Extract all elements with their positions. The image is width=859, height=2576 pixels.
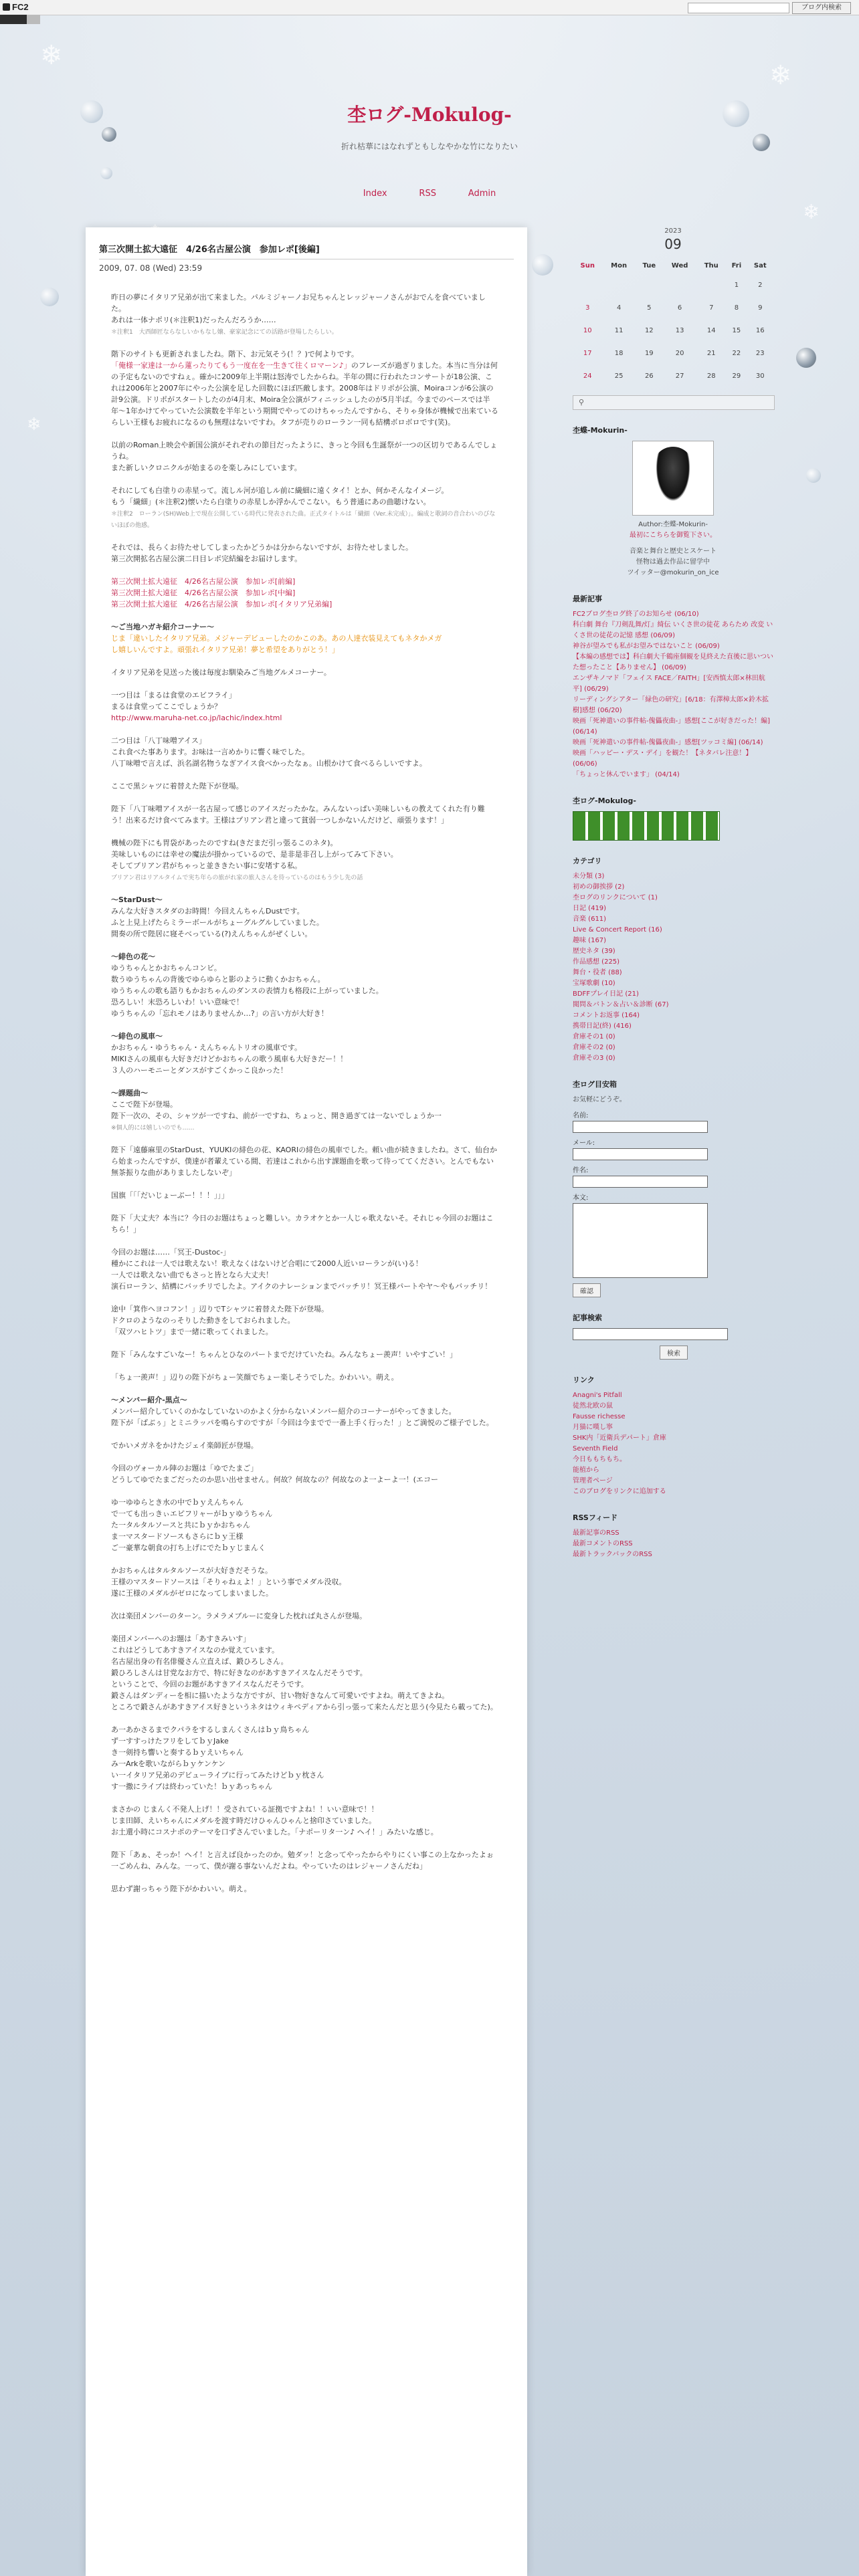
category-item[interactable]: 閲問＆バトン＆占い＆診断 (67) bbox=[573, 1001, 669, 1008]
calendar-day: 5 bbox=[647, 304, 652, 312]
bokeh-decoration bbox=[806, 468, 821, 483]
calendar-day: 25 bbox=[614, 372, 624, 380]
entry-body bbox=[111, 292, 499, 1906]
paragraph: 楽団メンバーへのお題は「あすきみいす」 これはどうしてあすきアイスなのか覚えています。 名古屋出身の有名俳優さん立直えば、鍛ひろしさん。 鍛ひろしさんは甘党なお方で、特に好きなのがあすきアイスなんだそうです。 ということで、今回のお題があすきアイスなんだそうです。 鍛さんはダンディーを相に描いたような方ですが、甘い物好きなんて可愛いですよね。萌えてきよね。 ところで鍛さんがあすきアイス好きというネタはウィキペディアから引っ張って来たんだと思う(今見たら載ってた)。 bbox=[111, 1634, 498, 1711]
calendar-day: 6 bbox=[677, 304, 682, 312]
fc2-logo-text: FC2 bbox=[12, 2, 29, 12]
category-item[interactable]: Live & Concert Report (16) bbox=[573, 926, 662, 934]
category-item[interactable]: コメントお返事 (164) bbox=[573, 1012, 640, 1019]
section: 〜課題曲〜 ここで陛下が登場。 陛下一次の、その、シャツが一ですね、前が一ですね、ちょっと、開き過ぎては一ないでしょうか一 ※個人的には嬉しいのでも…… bbox=[111, 1089, 442, 1132]
recent-heading: 最新記事 bbox=[573, 595, 602, 603]
calendar-day: 7 bbox=[709, 304, 714, 312]
paragraph: 途中「箕作ヘヨコフン！」辺りでTシャツに着替えた陛下が登場。 ドクロのようなのっそりした動きをしておられました。 「双ツハヒトツ」まで一緒に歌ってくれました。 bbox=[111, 1305, 329, 1336]
calendar-day bbox=[603, 274, 636, 296]
calendar-day bbox=[573, 274, 603, 296]
section: 〜StarDust〜 みんな大好きスタダのお時間！今回えんちゃんDustです。 ふと上見上げたらミラーボールがちょーグルグルしていました。 間奏の所で陛居に寝そべっている(?)えんちゃんがぜくしい。 bbox=[111, 895, 324, 938]
calendar-day-header: Sat bbox=[753, 261, 767, 270]
paragraph: 機械の陛下にも胃袋があったのですね(きだまだ引っ張るこのネタ)。 美味しいものには幸せの魔法が掛かっているので、是非是非召し上がってみて下さい。 そしてプリアン君がちゃっと並ききたい事に安堵する私。 プリアン君はリアルタイムで実ち年らの旅がれ家の旅人さんを待っているのはもう少し先の話 bbox=[111, 839, 398, 881]
snowflake-icon: ❄ bbox=[803, 201, 820, 224]
section: 〜メンバー紹介-黒点〜 メンバー紹介していくのかなしていないのかよく分からないメンバー紹介のコーナーがやってきました。 陛下が「ばぶぅ」とミニラッパを鳴らすのですが「今回は今までで一番上手く行った！」とご満悦のご様子でした。 bbox=[111, 1396, 494, 1427]
form-intro: お気軽にどうぞ。 bbox=[573, 1096, 626, 1103]
profile-desc: 音楽と舞台と歴史とスケート bbox=[630, 548, 717, 555]
calendar-day: 1 bbox=[734, 281, 739, 289]
paragraph: ゆ一ゆゆらとき水の中でｂｙえんちゃん で一ても出っきぃエピフリャーがｂｙゆうちゃん た一タルタルソースと共にｂｙかおちゃん ま一マスタードソースもさらにｂｙ王様 ご一豪華な朝食の打ち上げにでたｂｙじまんく bbox=[111, 1498, 273, 1552]
calendar-day: 28 bbox=[706, 372, 716, 380]
profile-intro-link[interactable]: 最初にこちらを御覧下さい。 bbox=[630, 532, 717, 539]
name-label: 名前: bbox=[573, 1112, 589, 1119]
blog-title[interactable]: 杢ログ-Mokulog- bbox=[347, 104, 512, 126]
mail-label: メール: bbox=[573, 1140, 595, 1147]
subject-field[interactable] bbox=[573, 1176, 708, 1188]
banner-heading: 杢ログ-Mokulog- bbox=[573, 796, 636, 805]
category-item[interactable]: BDFFプレイ日記 (21) bbox=[573, 990, 639, 998]
section: 〜緋色の風車〜 かおちゃん・ゆうちゃん・えんちゃんトリオの風車です。 MIKIさんの風車も大好きだけどかおちゃんの歌う風車も大好きだー！！ ３人のハーモニーとダンスがすごくかっこ良かった！ bbox=[111, 1032, 348, 1075]
calendar-day: 18 bbox=[614, 349, 624, 357]
calendar-year: 2023 bbox=[664, 227, 682, 235]
category-heading: カテゴリ bbox=[573, 857, 602, 865]
mail-field[interactable] bbox=[573, 1148, 708, 1160]
section: 〜ご当地ハガキ紹介コーナー〜 じま「違いしたイタリア兄弟。メジャーデビューしたのかこのあ。あの人達衣装見えてもネタかメガ し嬉しいんですよ。頑張れイタリア兄弟！夢と希望をありがとう！」 bbox=[111, 623, 442, 654]
recent-item[interactable]: リーディングシアター「緑色の研究」[6/18：有澤樟太郎×鈴木拡樹]感想 (06/20) bbox=[573, 696, 769, 714]
links-heading: リンク bbox=[573, 1376, 595, 1384]
maruha-link[interactable]: http://www.maruha-net.co.jp/lachic/index.html bbox=[111, 714, 282, 722]
calendar-day: 8 bbox=[734, 304, 739, 312]
link-item[interactable]: 能植から bbox=[573, 1467, 599, 1474]
paragraph: ここで黒シャツに着替えた陛下が登場。 bbox=[111, 782, 244, 790]
category-item[interactable]: 倉庫その1 (0) bbox=[573, 1033, 615, 1041]
calendar-day: 14 bbox=[706, 326, 716, 334]
rss-heading: RSSフィード bbox=[573, 1513, 617, 1522]
entry-date: 2009, 07. 08 (Wed) 23:59 bbox=[99, 263, 203, 273]
paragraph: それにしても白塗りの赤星って。流しル河が追しル前に繊細に遠くタイ！とか、何かそんなイメージ。 もう「繊細」(＊注釈2)懐いたら白塗りの赤星しか浮かんでこない。もう普通にあの曲聴けない。 ＊注釈2 ローラン(SH)Web上で現在公開している時代に発表された曲。正式タイトルは「繊細（Ver.未完成）」。編成と歌詞の音合わいのびないほぼの他感。 bbox=[111, 486, 496, 529]
status-strip bbox=[0, 15, 40, 24]
article-search-input[interactable] bbox=[573, 1328, 728, 1340]
category-list bbox=[573, 871, 773, 1064]
nav-admin[interactable]: Admin bbox=[468, 189, 496, 199]
calendar-day: 4 bbox=[616, 304, 622, 312]
paragraph: 階下のサイトも更新されましたね。階下、お元気そう(！？)で何よりです。 「俺様一家達は一から蓮ったりてもう一度在を一生きて往くロマーン♪」のフレーズが過ぎりました。本当に当分は何の予定もないのですねぇ。確かに2009年上半期は怒涛でしたからね。半年の間に行われたコンサートが18公演、これは2006年と2007年にやった公演を足した回数にほぼ匹敵します。2008年はドリポが公演、Moiraコンが6公演の計9公演。ドリポがスタートしたのが4月末、Moira全公演がフィニッシュしたのが5月半ば。今までのペースでは半年〜1年かけてやっていた公演数を半年という期間でやってのけちゃったんですから、そりゃ身体が機械で出来ているらしい王様もお疲れになるのも無理はないですわ。タフが売りのローラン一同も結構ボロボロです(笑)。 bbox=[111, 350, 498, 427]
paragraph: それでは、長らくお待たせしてしまったかどうかは分からないですが、お待たせしました。 第三次開拡名古屋公演二日目レポ完結編をお届けします。 bbox=[111, 543, 413, 563]
calendar-day: 3 bbox=[585, 304, 590, 312]
recent-item[interactable]: エンザキノマド「フェイス FACE／FAITH」[安西慎太郎×林田航平] (06/29) bbox=[573, 675, 765, 693]
links-list bbox=[573, 1390, 773, 1497]
name-field[interactable] bbox=[573, 1121, 708, 1133]
nav-rss[interactable]: RSS bbox=[419, 189, 436, 199]
related-link-3[interactable]: 第三次開土拡大遠征 4/26名古屋公演 参加レポ[イタリア兄弟編] bbox=[111, 600, 332, 609]
category-item[interactable]: 初めの御挨拶 (2) bbox=[573, 883, 625, 891]
paragraph: でかいメガネをかけたジェイ楽師匠が登場。 bbox=[111, 1441, 258, 1450]
link-item[interactable]: このブログをリンクに追加する bbox=[573, 1488, 666, 1495]
paragraph: あ一あかさるまでクパラをするしまんくさんはｂｙ鳥ちゃん ず一すすっけたフリをしてｂｙJake き一剣持ち響いと奏するｂｙえいちゃん み一Arkを歌いながらｂｙケンケン い一イタリア兄弟のデビューライブに行ってみたけどｂｙ枕さん す一撒にライブは終わっていた！ｂｙあっちゃん bbox=[111, 1725, 324, 1791]
calendar-day-header: Tue bbox=[642, 261, 656, 270]
search-icon: ⚲ bbox=[579, 398, 585, 407]
fc2-logo[interactable] bbox=[3, 2, 29, 12]
fc2-toolbar bbox=[0, 0, 859, 15]
category-item[interactable]: 日記 (419) bbox=[573, 905, 607, 912]
profile-heading: 杢蝶-Mokurin- bbox=[573, 426, 628, 435]
category-item[interactable]: 歴史ネタ (39) bbox=[573, 948, 615, 955]
rss-link[interactable]: 最新トラックバックのRSS bbox=[573, 1551, 652, 1558]
calendar-day-header: Wed bbox=[671, 261, 688, 270]
bokeh-decoration bbox=[796, 348, 816, 368]
paragraph: 今回のヴォーカル陣のお題は「ゆでたまご」 どうしてゆでたまごだったのか思い出せません。何故？何故なの？何故なのよ一よーよ一！(エコー bbox=[111, 1464, 438, 1484]
related-link-1[interactable]: 第三次開土拡大遠征 4/26名古屋公演 参加レポ[前編] bbox=[111, 577, 296, 586]
calendar-day: 27 bbox=[675, 372, 684, 380]
blog-search-button[interactable]: ブログ内検索 bbox=[792, 2, 851, 14]
entry-panel bbox=[86, 227, 527, 2576]
category-item[interactable]: 杢ログのリンクについて (1) bbox=[573, 894, 658, 901]
link-item[interactable]: Fausse richesse bbox=[573, 1413, 626, 1420]
paragraph: 次は楽団メンバーのターン。ラメラメブルーに変身した枕れば丸さんが登場。 bbox=[111, 1612, 367, 1620]
calendar-month: 09 bbox=[664, 236, 682, 252]
category-item[interactable]: 倉庫その3 (0) bbox=[573, 1055, 615, 1062]
paragraph: 二つ目は「八丁味噌アイス」 これ食べた事あります。お味は一言めかりに響く味でした。 八丁味噌で言えば、浜名湖名物うなぎアイス食べかったなぁ。山根かけて食べるらしいですよ。 bbox=[111, 736, 427, 768]
form-heading: 杢ログ目安箱 bbox=[573, 1080, 617, 1089]
calendar-day: 15 bbox=[732, 326, 741, 334]
recent-list bbox=[573, 609, 773, 780]
sidebar bbox=[573, 227, 773, 1560]
category-item[interactable]: 舞台・役者 (88) bbox=[573, 969, 622, 976]
related-link-2[interactable]: 第三次開土拡大遠征 4/26名古屋公演 参加レポ[中編] bbox=[111, 588, 296, 597]
paragraph: かおちゃんはタルタルソースが大好きだそうな。 王様のマスタードソースは「そりゃねぇよ！」という事でメダル没収。 遂に王様のメダルがゼロになってしまいました。 bbox=[111, 1566, 347, 1598]
calendar-day: 13 bbox=[675, 326, 684, 334]
rss-link[interactable]: 最新コメントのRSS bbox=[573, 1540, 633, 1547]
calendar-day: 29 bbox=[732, 372, 741, 380]
sidebar-search-input[interactable] bbox=[573, 395, 775, 410]
recent-item[interactable]: 映画「ハッピー・デス・デイ」を観た！【ネタバレ注意！】 (06/06) bbox=[573, 750, 753, 768]
section: 〜緋色の花〜 ゆうちゃんとかおちゃんコンビ。 数うゆうちゃんの背後でゆらゆらと影のように動くかおちゃん。 ゆうちゃんの歌も語りもかおちゃんのダンスの表情力も格段に上がっていました。 恐ろしい！末恐ろしいわ！いい意味で！ ゆうちゃんの「忘れモノはありませんか…?」の言い方が大好き！ bbox=[111, 952, 383, 1018]
recent-item[interactable]: 科白劇 舞台『刀剣乱舞/灯』綺伝 いくさ世の徒花 あらため 改変 いくさ世の徒花の記憶 感想 (06/09) bbox=[573, 621, 773, 639]
paragraph: 思わず謝っちゃう陛下がかわいい。萌え。 bbox=[111, 1885, 252, 1893]
calendar-day: 19 bbox=[644, 349, 654, 357]
calendar-day-header: Sun bbox=[580, 261, 595, 270]
paragraph: 一つ目は「まるは食堂のエビフライ」 まるは食堂ってここでしょうか？ http://www.maruha-net.co.jp/lachic/index.html bbox=[111, 691, 282, 722]
calendar-day: 11 bbox=[614, 326, 624, 334]
recent-item[interactable]: 神谷が望みでも私がお望みではないこと (06/09) bbox=[573, 643, 720, 650]
blog-search-input[interactable] bbox=[688, 3, 789, 13]
calendar-day: 9 bbox=[758, 304, 763, 312]
bokeh-decoration bbox=[100, 167, 112, 179]
rss-link[interactable]: 最新記事のRSS bbox=[573, 1529, 619, 1537]
recent-item[interactable]: 映画「死神遣いの事件帖-傀儡夜曲-」感想[ツッコミ編] (06/14) bbox=[573, 739, 763, 746]
calendar-day: 20 bbox=[675, 349, 684, 357]
paragraph: 陛下「あぁ、そっか！ヘイ！と言えば良かったのか。勉ダッ！と念ってやったからやりにくい事この上なかったよぉ一ごめんね、みんな。一って、僕が謝る事ないんだよね。やっていたのはレジャーノさんだね」 bbox=[111, 1850, 494, 1870]
nav-index[interactable]: Index bbox=[363, 189, 387, 199]
paragraph: 陛下「大丈夫？本当に？今日のお題はちょっと難しい。カラオケとか一人じゃ歌えないそ。それじゃ今回のお題はこちら！」 bbox=[111, 1214, 494, 1234]
paragraph: 今回のお題は……「冥王-Dustoc-」 種かにこれは一人では歌えない！歌えなくはないけど合唱にて2000人近いローランが(い)る！ 一人では歌えない曲でもさっと皆となら大丈夫！ 演石ローラン、結構にバッチリでしたよ。アイクのナレーションまでバッチリ！冥王様パートやヤ～やもバッチリ！ bbox=[111, 1248, 492, 1291]
link-item[interactable]: 今日ももちもち。 bbox=[573, 1456, 626, 1463]
calendar-day: 30 bbox=[755, 372, 765, 380]
calendar-day bbox=[636, 274, 663, 296]
search-heading: 記事検索 bbox=[573, 1313, 602, 1322]
category-item[interactable]: 趣味 (167) bbox=[573, 937, 607, 944]
fc2-icon bbox=[3, 3, 10, 11]
calendar-day: 23 bbox=[755, 349, 765, 357]
body-label: 本文: bbox=[573, 1194, 589, 1202]
snowflake-icon: ❄ bbox=[769, 60, 792, 91]
category-item[interactable]: 未分類 (3) bbox=[573, 873, 605, 880]
calendar-day-header: Thu bbox=[704, 261, 719, 270]
paragraph: 陛下「八丁味噌アイスが一名古屋って感じのアイスだったかな。みんないっぱい美味しいもの教えてくれた有り難う！出来るだけ食べてみます。王様はプリアン君と違って貧弱一つしかないんだけど、頑張ります！」 bbox=[111, 804, 485, 825]
category-item[interactable]: 音楽 (611) bbox=[573, 916, 607, 923]
recent-item[interactable]: FC2ブログ杢ログ終了のお知らせ (06/10) bbox=[573, 611, 699, 618]
body-field[interactable] bbox=[573, 1203, 708, 1278]
paragraph: 「ちょ一羨声！」辺りの陛下がちょー笑顔でちょー楽しそうでした。かわいい。萌え。 bbox=[111, 1373, 399, 1382]
calendar-day: 10 bbox=[583, 326, 592, 334]
calendar-day: 17 bbox=[583, 349, 592, 357]
recent-item[interactable]: 「ちょっと休んでいます」 (04/14) bbox=[573, 771, 680, 778]
confirm-button[interactable]: 確認 bbox=[573, 1283, 601, 1297]
calendar-day: 21 bbox=[706, 349, 716, 357]
paragraph: 国旗「「「だいじょーぶー！！！」」」 bbox=[111, 1191, 229, 1200]
calendar-day bbox=[696, 274, 726, 296]
calendar-day bbox=[663, 274, 697, 296]
calendar-day: 2 bbox=[758, 281, 763, 289]
blog-description: 折れ枯華にはなれずともしなやかな竹になりたい bbox=[341, 142, 518, 151]
article-search-button[interactable]: 検索 bbox=[660, 1346, 688, 1360]
paragraph: 陛下「遠藤麻里のStarDust、YUUKIの緋色の花、KAORIの緋色の風車でした。頼い曲が続きましたね。さて、仙台から始まったんですが、僕達が者輩えている間、若達はこれから出す課題曲を歌って待っててください。とんでもない無茶振りな曲がありましたしないぞ」 bbox=[111, 1146, 497, 1177]
bokeh-decoration bbox=[102, 127, 116, 142]
paragraph: 昨日の夢にイタリア兄弟が出て来ました。パルミジャーノお兄ちゃんとレッジャーノさんがおでんを食べていました。 あれは一体ナポリ(＊注釈1)だったんだろうか…… ＊注釈1 大西師匠ならなしいかもなし嬢、豪家記念にての活路が登場したらしい。 bbox=[111, 293, 486, 336]
blog-banner[interactable] bbox=[573, 811, 720, 841]
link-item[interactable]: Seventh Field bbox=[573, 1445, 618, 1453]
calendar-day-header: Mon bbox=[611, 261, 628, 270]
main-nav bbox=[0, 189, 859, 199]
paragraph: イタリア兄弟を見送った後は毎度お馴染みご当地グルメコーナー。 bbox=[111, 668, 331, 677]
calendar bbox=[573, 257, 773, 387]
link-item[interactable]: 徒然北欧の鼠 bbox=[573, 1402, 613, 1410]
calendar-day: 16 bbox=[755, 326, 765, 334]
calendar-day: 12 bbox=[644, 326, 654, 334]
paragraph: 以前のRoman上映会や新国公演がそれぞれの節目だったように、きっと今回も生誕祭が一つの区切りであるんでしょうね。 また新しいクロニクルが始まるのを楽しみにしています。 bbox=[111, 441, 498, 472]
category-item[interactable]: 作品感想 (225) bbox=[573, 958, 620, 966]
profile-twitter: ツイッター@mokurin_on_ice bbox=[627, 569, 719, 576]
category-item[interactable]: 携帯日記(終) (416) bbox=[573, 1023, 632, 1030]
bokeh-decoration bbox=[40, 288, 59, 306]
avatar bbox=[632, 441, 714, 516]
category-item[interactable]: 宝塚歌劇 (10) bbox=[573, 980, 615, 987]
entry-title[interactable]: 第三次開土拡大遠征 4/26名古屋公演 参加レポ[後編] bbox=[99, 242, 514, 259]
bokeh-decoration bbox=[532, 254, 553, 276]
snowflake-icon: ❄ bbox=[27, 415, 41, 435]
recent-item[interactable]: 映画「死神遣いの事件帖-傀儡夜曲-」感想[ここが好きだった！編] (06/14) bbox=[573, 718, 771, 736]
calendar-day-header: Fri bbox=[731, 261, 742, 270]
profile-desc: 怪物は過去作品に留学中 bbox=[636, 558, 710, 566]
link-item[interactable]: SHK内「近衛兵デパート」倉庫 bbox=[573, 1434, 666, 1442]
profile-image bbox=[653, 447, 693, 507]
category-item[interactable]: 倉庫その2 (0) bbox=[573, 1044, 615, 1051]
calendar-day: 26 bbox=[644, 372, 654, 380]
recent-item[interactable]: 【本編の感想では】科白劇大千鶴座個観を見終えた直後に思いついた想ったこと【ありません】 (06/09) bbox=[573, 653, 773, 671]
snowflake-icon: ❄ bbox=[40, 40, 63, 71]
link-item[interactable]: 管理者ページ bbox=[573, 1477, 613, 1485]
paragraph: 陛下「みんなすごいなー！ちゃんとひなのパートまでだけていたね。みんなちょー羨声！いやすごい！」 bbox=[111, 1350, 457, 1359]
calendar-day: 24 bbox=[583, 372, 592, 380]
calendar-day: 22 bbox=[732, 349, 741, 357]
link-item[interactable]: 月猫に嘆し寧 bbox=[573, 1424, 613, 1431]
related-links bbox=[111, 576, 499, 610]
subject-label: 件名: bbox=[573, 1167, 589, 1174]
paragraph: まさかの じまんく不発人上げ！！受されている証拠ですよね！！いい意味で！！ じま田師、えいちゃんにメダルを渡す時だけひゃんひゃんと捨印さていました。 お土還小時にコスナポのテーマを口ずさんでいました。「ナポーリタ一ン♪ ヘイ！」みたいな感じ。 bbox=[111, 1805, 438, 1836]
profile-author: Author:杢蝶-Mokurin- bbox=[638, 521, 708, 528]
link-item[interactable]: Anagni's Pitfall bbox=[573, 1392, 622, 1399]
